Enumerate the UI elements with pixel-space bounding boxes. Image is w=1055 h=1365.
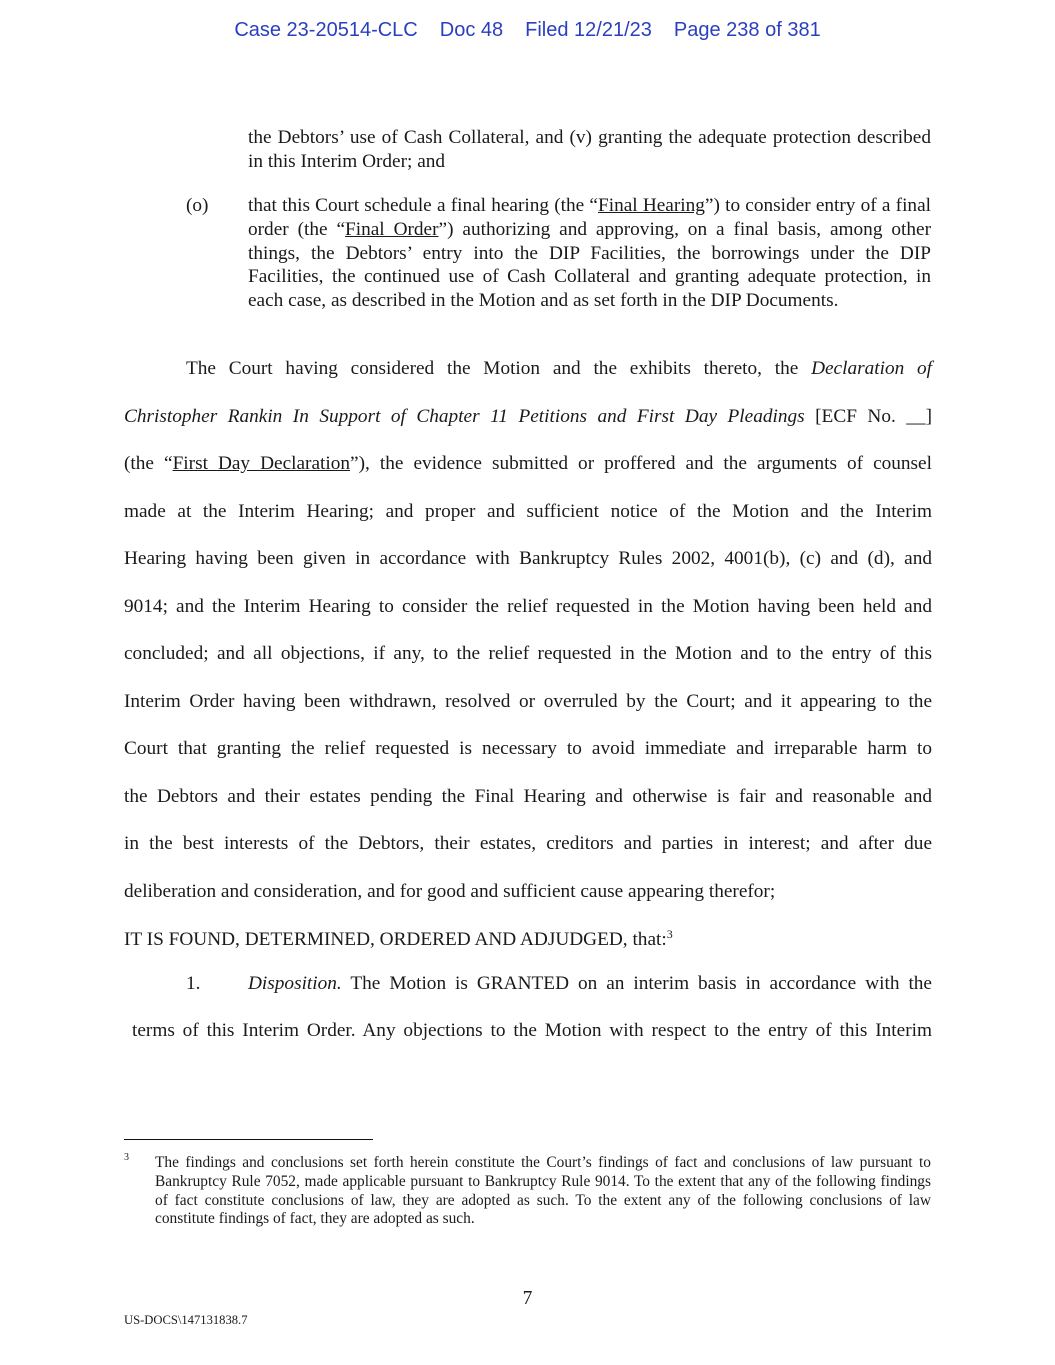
filing-header — [0, 19, 1055, 42]
filed-date: Filed 12/21/23 — [525, 19, 652, 41]
body-line-1: The Court having considered the Motion and the exhibits thereto, the Declaration of — [186, 358, 933, 379]
defined-term-final-order: Final Order — [345, 218, 439, 240]
body-line-8: Interim Order having been withdrawn, resolved or overruled by the Court; and it appearing to the — [124, 691, 932, 712]
paragraph-1-line-2: terms of this Interim Order. Any objections to the Motion with respect to the entry of this Interim — [132, 1020, 932, 1041]
body-line-2: Christopher Rankin In Support of Chapter 11 Petitions and First Day Pleadings [ECF No. __] — [124, 406, 932, 427]
body-line-4: made at the Interim Hearing; and proper and sufficient notice of the Motion and the Interim — [124, 501, 932, 522]
body-line-6: 9014; and the Interim Hearing to consider the relief requested in the Motion having been held and — [124, 596, 932, 617]
body-line-7: concluded; and all objections, if any, to the relief requested in the Motion and to the entry of this — [124, 643, 932, 664]
body-line-12: deliberation and consideration, and for good and sufficient cause appearing therefor; — [124, 881, 776, 902]
defined-term-first-day-declaration: First Day Declaration — [172, 453, 351, 474]
page-of-total: Page 238 of 381 — [673, 19, 821, 41]
page-number: 7 — [522, 1288, 533, 1309]
body-line-3: (the “First Day Declaration”), the evidence submitted or proffered and the arguments of counsel — [124, 453, 932, 474]
body-line-9: Court that granting the relief requested is necessary to avoid immediate and irreparable harm to — [124, 738, 932, 759]
paragraph-1-line-1: Disposition. The Motion is GRANTED on an interim basis in accordance with the — [248, 973, 932, 994]
document-id: US-DOCS\147131838.7 — [124, 1313, 248, 1327]
defined-term-final-hearing: Final Hearing — [597, 195, 705, 216]
body-line-10: the Debtors and their estates pending the Final Hearing and otherwise is fair and reasonable and — [124, 786, 932, 807]
continued-item-text: the Debtors’ use of Cash Collateral, and (v) granting the adequate protection described in this Interim Order; and — [248, 127, 931, 172]
item-o-text: that this Court schedule a final hearing (the “Final Hearing”) to consider entry of a final order (the “Final Order”) authorizing and approving, on a final basis, among other things, the Debtors’ entry into the DIP Facilities, the borrowings under the DIP Facilities, the continued use of Cash Collateral and granting adequate protection, in each case, as described in the Motion and as set forth in the DIP Documents. — [248, 195, 931, 312]
body-line-11: in the best interests of the Debtors, their estates, creditors and parties in interest; and after due — [124, 833, 932, 854]
doc-number: Doc 48 — [439, 19, 504, 41]
footnote-separator — [124, 1139, 373, 1140]
footnote-text: The findings and conclusions set forth herein constitute the Court’s findings of fact and conclusions of law pursuant to Bankruptcy Rule 7052, made applicable pursuant to Bankruptcy Rule 9014. To the extent that any of the following findings of fact constitute conclusions of law, they are adopted as such. To the extent any of the following conclusions of law constitute findings of fact, they are adopted as such. — [155, 1154, 931, 1228]
paragraph-1-number: 1. — [186, 973, 201, 994]
paragraph-1-heading: Disposition. — [248, 973, 342, 994]
body-line-5: Hearing having been given in accordance with Bankruptcy Rules 2002, 4001(b), (c) and (d), and — [124, 548, 932, 569]
footnote-mark: 3 — [124, 1152, 129, 1163]
footnote-reference: 3 — [666, 927, 673, 941]
found-determined-line: IT IS FOUND, DETERMINED, ORDERED AND ADJUDGED, that:$^3$ — [124, 927, 673, 950]
case-number: Case 23-20514-CLC — [234, 19, 418, 41]
item-o-label: (o) — [186, 195, 209, 216]
